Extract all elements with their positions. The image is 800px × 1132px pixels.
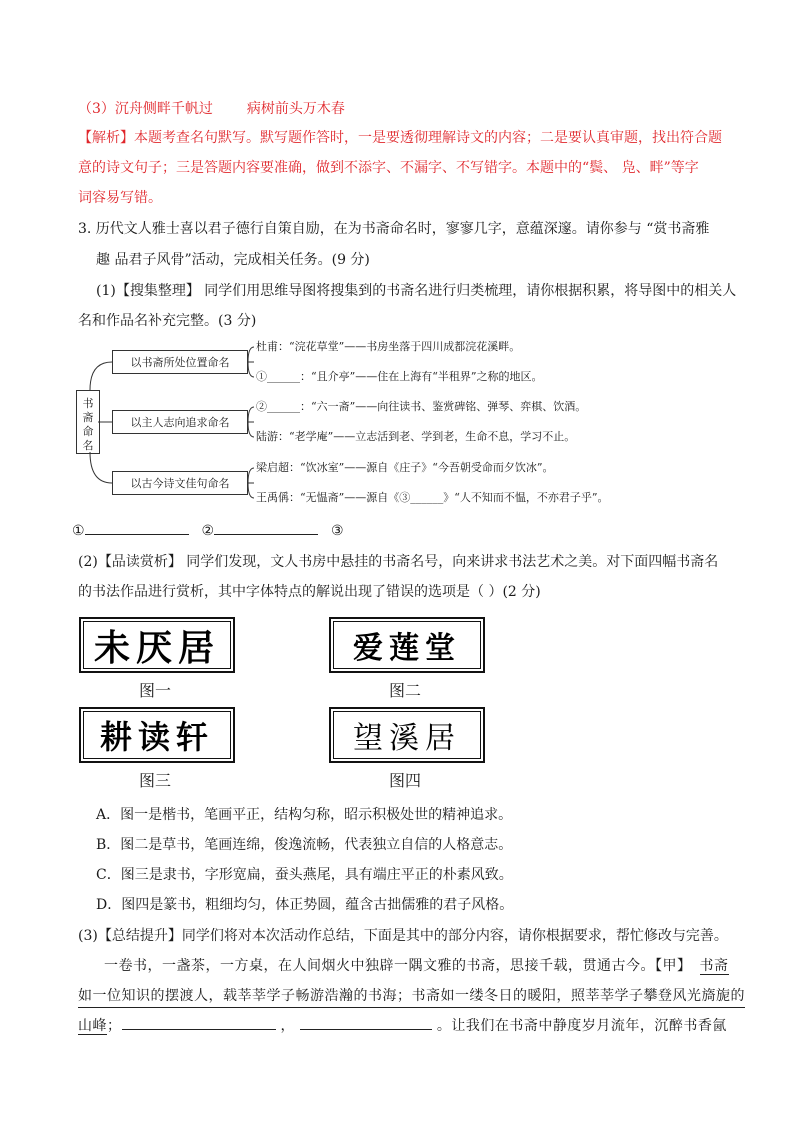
calligraphy-figure-3 [79,707,235,763]
blank-3-label: ③ [330,523,344,539]
calligraphy-figure-2 [329,617,485,673]
blank-1-field[interactable] [85,520,189,535]
branch-poetry-item-1: 梁启超：“饮冰室”——源自《庄子》“今吾朝受命而夕饮冰”。 [256,461,554,474]
branch-location-item-1: 杜甫：“浣花草堂”——书房坐落于四川成都浣花溪畔。 [256,340,521,353]
calligraphy-3-caption: 图三 [139,771,172,790]
root-char-4: 名 [82,439,94,452]
summary-para-line-1 [104,955,734,977]
calligraphy-1-text: 未厌居 [93,626,220,669]
calligraphy-2-text: 爱莲堂 [353,631,461,666]
calligraphy-figure-1 [79,617,235,673]
root-char-2: 斋 [82,411,94,424]
calligraphy-figure-4 [329,707,485,763]
option-d[interactable]: D．图四是篆书，粗细均匀，体正势圆，蕴含古拙儒雅的君子风格。 [96,897,514,913]
branch-poetry: 以古今诗文佳句命名 [112,471,248,495]
summary-line-1-text: 一卷书，一盏茶，一方桌，在人间烟火中独辟一隅文雅的书斋，思接千载，贯通古今。【甲】 [104,958,692,974]
calligraphy-2-caption: 图二 [389,681,422,700]
root-char-1: 书 [82,397,94,410]
sub-question-3-intro: (3)【总结提升】同学们将对本次活动作总结，下面是其中的部分内容，请你根据要求，帮忙修改与完善。 [78,928,728,944]
summary-blank-2[interactable] [300,1015,432,1030]
branch-aspiration-item-1: ②______：“六一斋”——向往读书、鉴赏碑铭、弹琴、弈棋、饮酒。 [256,400,587,413]
mind-map [72,340,712,505]
sub-question-1-line-2: 名和作品名补充完整。(3 分) [78,313,257,329]
answer-3-number: （3） [78,101,115,117]
analysis-line-2: 意的诗文句子；三是答题内容要准确，做到不添字、不漏字、不写错字。本题中的“鬓、 凫、畔”等字 [78,160,699,176]
answer-blanks [72,520,344,542]
answer-3-line [78,98,345,120]
summary-line-3-semicolon: ； [107,1018,122,1034]
answer-3-b: 病树前头万木春 [246,101,345,117]
blank-2-field[interactable] [214,520,318,535]
sub-question-2-line-2: 的书法作品进行赏析，其中字体特点的解说出现了错误的选项是（ ）(2 分) [78,584,541,600]
calligraphy-4-text: 望溪居 [353,721,461,756]
branch-location-item-2: ①______：“且介亭”——住在上海有“半租界”之称的地区。 [256,370,543,383]
question-3-line-2: 趣 品君子风骨”活动，完成相关任务。(9 分) [96,252,370,268]
summary-line-1-underlined: 书斋 [699,958,729,974]
branch-aspiration: 以主人志向追求命名 [112,410,248,434]
analysis-line-3: 词容易写错。 [78,190,162,206]
root-char-3: 命 [82,425,94,438]
option-c[interactable]: C．图三是隶书，字形宽扁，蚕头燕尾，具有端庄平正的朴素风致。 [96,867,513,883]
calligraphy-1-caption: 图一 [139,681,172,700]
mind-map-root [76,390,100,454]
calligraphy-4-caption: 图四 [389,771,422,790]
analysis-line-1: 【解析】本题考查名句默写。默写题作答时，一是要透彻理解诗文的内容；二是要认真审题，找出符合题 [78,130,722,146]
calligraphy-3-text: 耕读轩 [99,718,214,756]
blank-1-label: ① [72,523,85,539]
sub-question-1-line-1: (1)【搜集整理】 同学们用思维导图将搜集到的书斋名进行归类梳理，请你根据积累，将导图中的相关人 [96,283,737,299]
summary-blank-1[interactable] [122,1015,276,1030]
branch-aspiration-item-2: 陆游：“老学庵”——立志活到老、学到老，生命不息，学习不止。 [256,430,576,443]
summary-line-3-tail: 。让我们在书斋中静度岁月流年，沉醉书香氤 [436,1018,727,1034]
answer-3-a: 沉舟侧畔千帆过 [114,101,213,117]
summary-para-line-3 [78,1015,728,1037]
option-a[interactable]: A．图一是楷书，笔画平正，结构匀称，昭示积极处世的精神追求。 [96,807,513,823]
branch-poetry-item-2: 王禹偁：“无愠斋”——源自《③______》“人不知而不愠，不亦君子乎”。 [256,491,609,504]
branch-location: 以书斋所处位置命名 [112,350,248,374]
summary-line-3-comma: ， [280,1018,295,1034]
question-3-line-1: 3. 历代文人雅士喜以君子德行自策自励，在为书斋命名时，寥寥几字，意蕴深邃。请你参与 “赏书斋雅 [78,221,710,237]
sub-question-2-line-1: (2)【品读赏析】 同学们发现，文人书房中悬挂的书斋名号，向来讲求书法艺术之美。对下面四幅书斋名 [78,554,719,570]
option-b[interactable]: B．图二是草书，笔画连绵，俊逸流畅，代表独立自信的人格意志。 [96,837,513,853]
blank-2-label: ② [201,523,215,539]
summary-line-3-underlined: 山峰 [78,1018,107,1034]
summary-para-line-2: 如一位知识的摆渡人，载莘莘学子畅游浩瀚的书海；书斋如一缕冬日的暖阳，照莘莘学子攀登风光旖旎的 [78,985,745,1008]
